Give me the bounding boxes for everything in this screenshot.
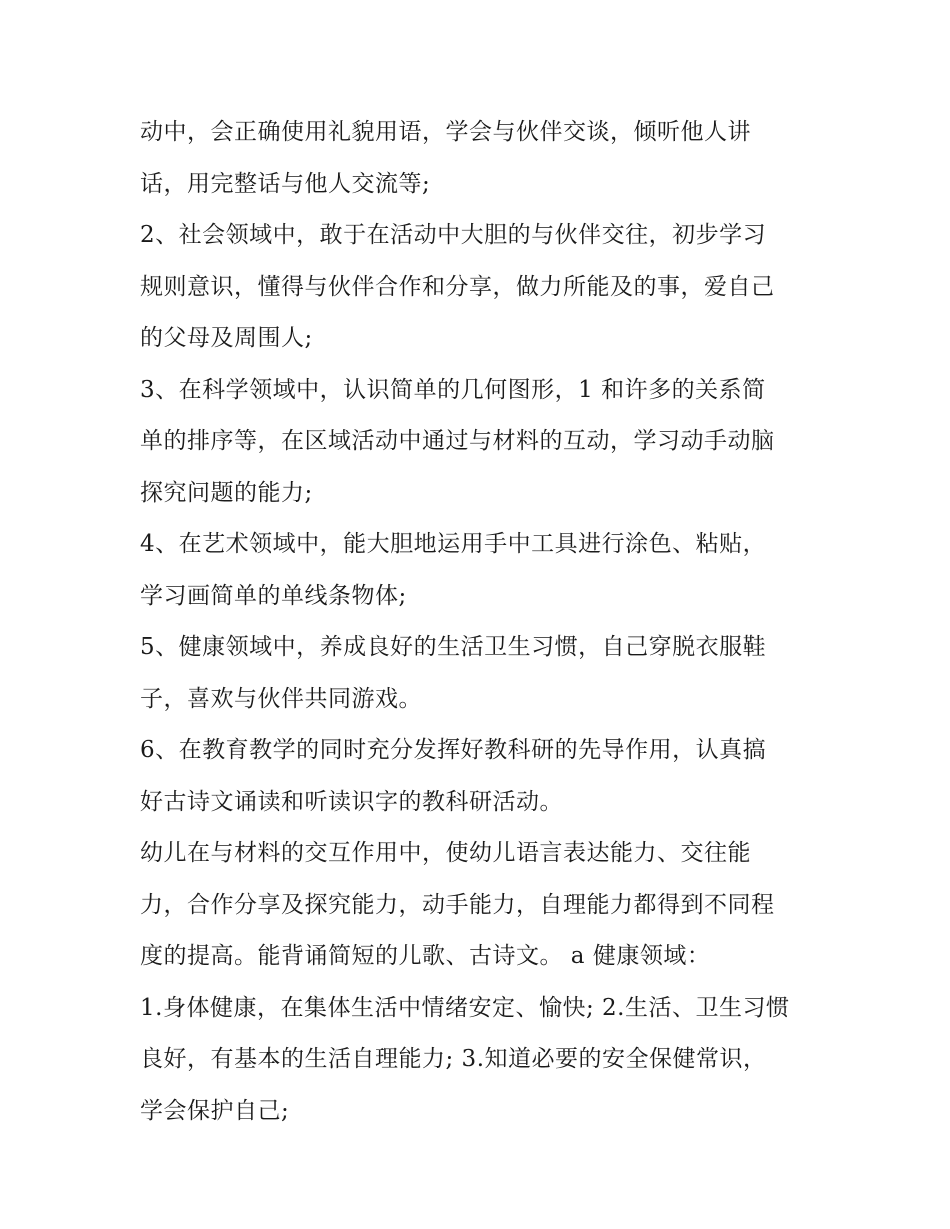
text-line: 良好，有基本的生活自理能力; 3.知道必要的安全保健常识， <box>140 1046 767 1072</box>
text-line: 2、社会领域中，敢于在活动中大胆的与伙伴交往，初步学习 <box>140 222 767 248</box>
text-line: 4、在艺术领域中，能大胆地运用手中工具进行涂色、粘贴， <box>140 531 767 557</box>
text-line: 的父母及周围人; <box>140 325 313 351</box>
text-line: 3、在科学领域中，认识简单的几何图形，1 和许多的关系简 <box>140 376 766 403</box>
text-line: 学习画简单的单线条物体; <box>140 582 407 609</box>
text-line: 学会保护自己; <box>140 1097 290 1124</box>
text-line: 幼儿在与材料的交互作用中，使幼儿语言表达能力、交往能 <box>140 840 751 866</box>
text-line: 好古诗文诵读和听读识字的教科研活动。 <box>140 788 563 815</box>
text-line: 子，喜欢与伙伴共同游戏。 <box>140 685 422 712</box>
text-line: 探究问题的能力; <box>140 479 313 506</box>
text-line: 5、健康领域中，养成良好的生活卫生习惯，自己穿脱衣服鞋 <box>140 634 767 660</box>
text-line: 规则意识，懂得与伙伴合作和分享，做力所能及的事，爱自己 <box>140 273 775 300</box>
text-line: 1.身体健康，在集体生活中情绪安定、愉快; 2.生活、卫生习惯 <box>140 994 790 1021</box>
document-body <box>140 107 820 1137</box>
text-line: 力，合作分享及探究能力，动手能力，自理能力都得到不同程 <box>140 891 775 918</box>
text-line: 话，用完整话与他人交流等; <box>140 170 431 197</box>
text-line: 单的排序等，在区域活动中通过与材料的互动，学习动手动脑 <box>140 428 775 454</box>
text-line: 动中，会正确使用礼貌用语，学会与伙伴交谈，倾听他人讲 <box>140 119 751 145</box>
text-line: 6、在教育教学的同时充分发挥好教科研的先导作用，认真搞 <box>140 737 767 763</box>
text-line: 度的提高。能背诵简短的儿歌、古诗文。 a 健康领域： <box>140 943 711 969</box>
